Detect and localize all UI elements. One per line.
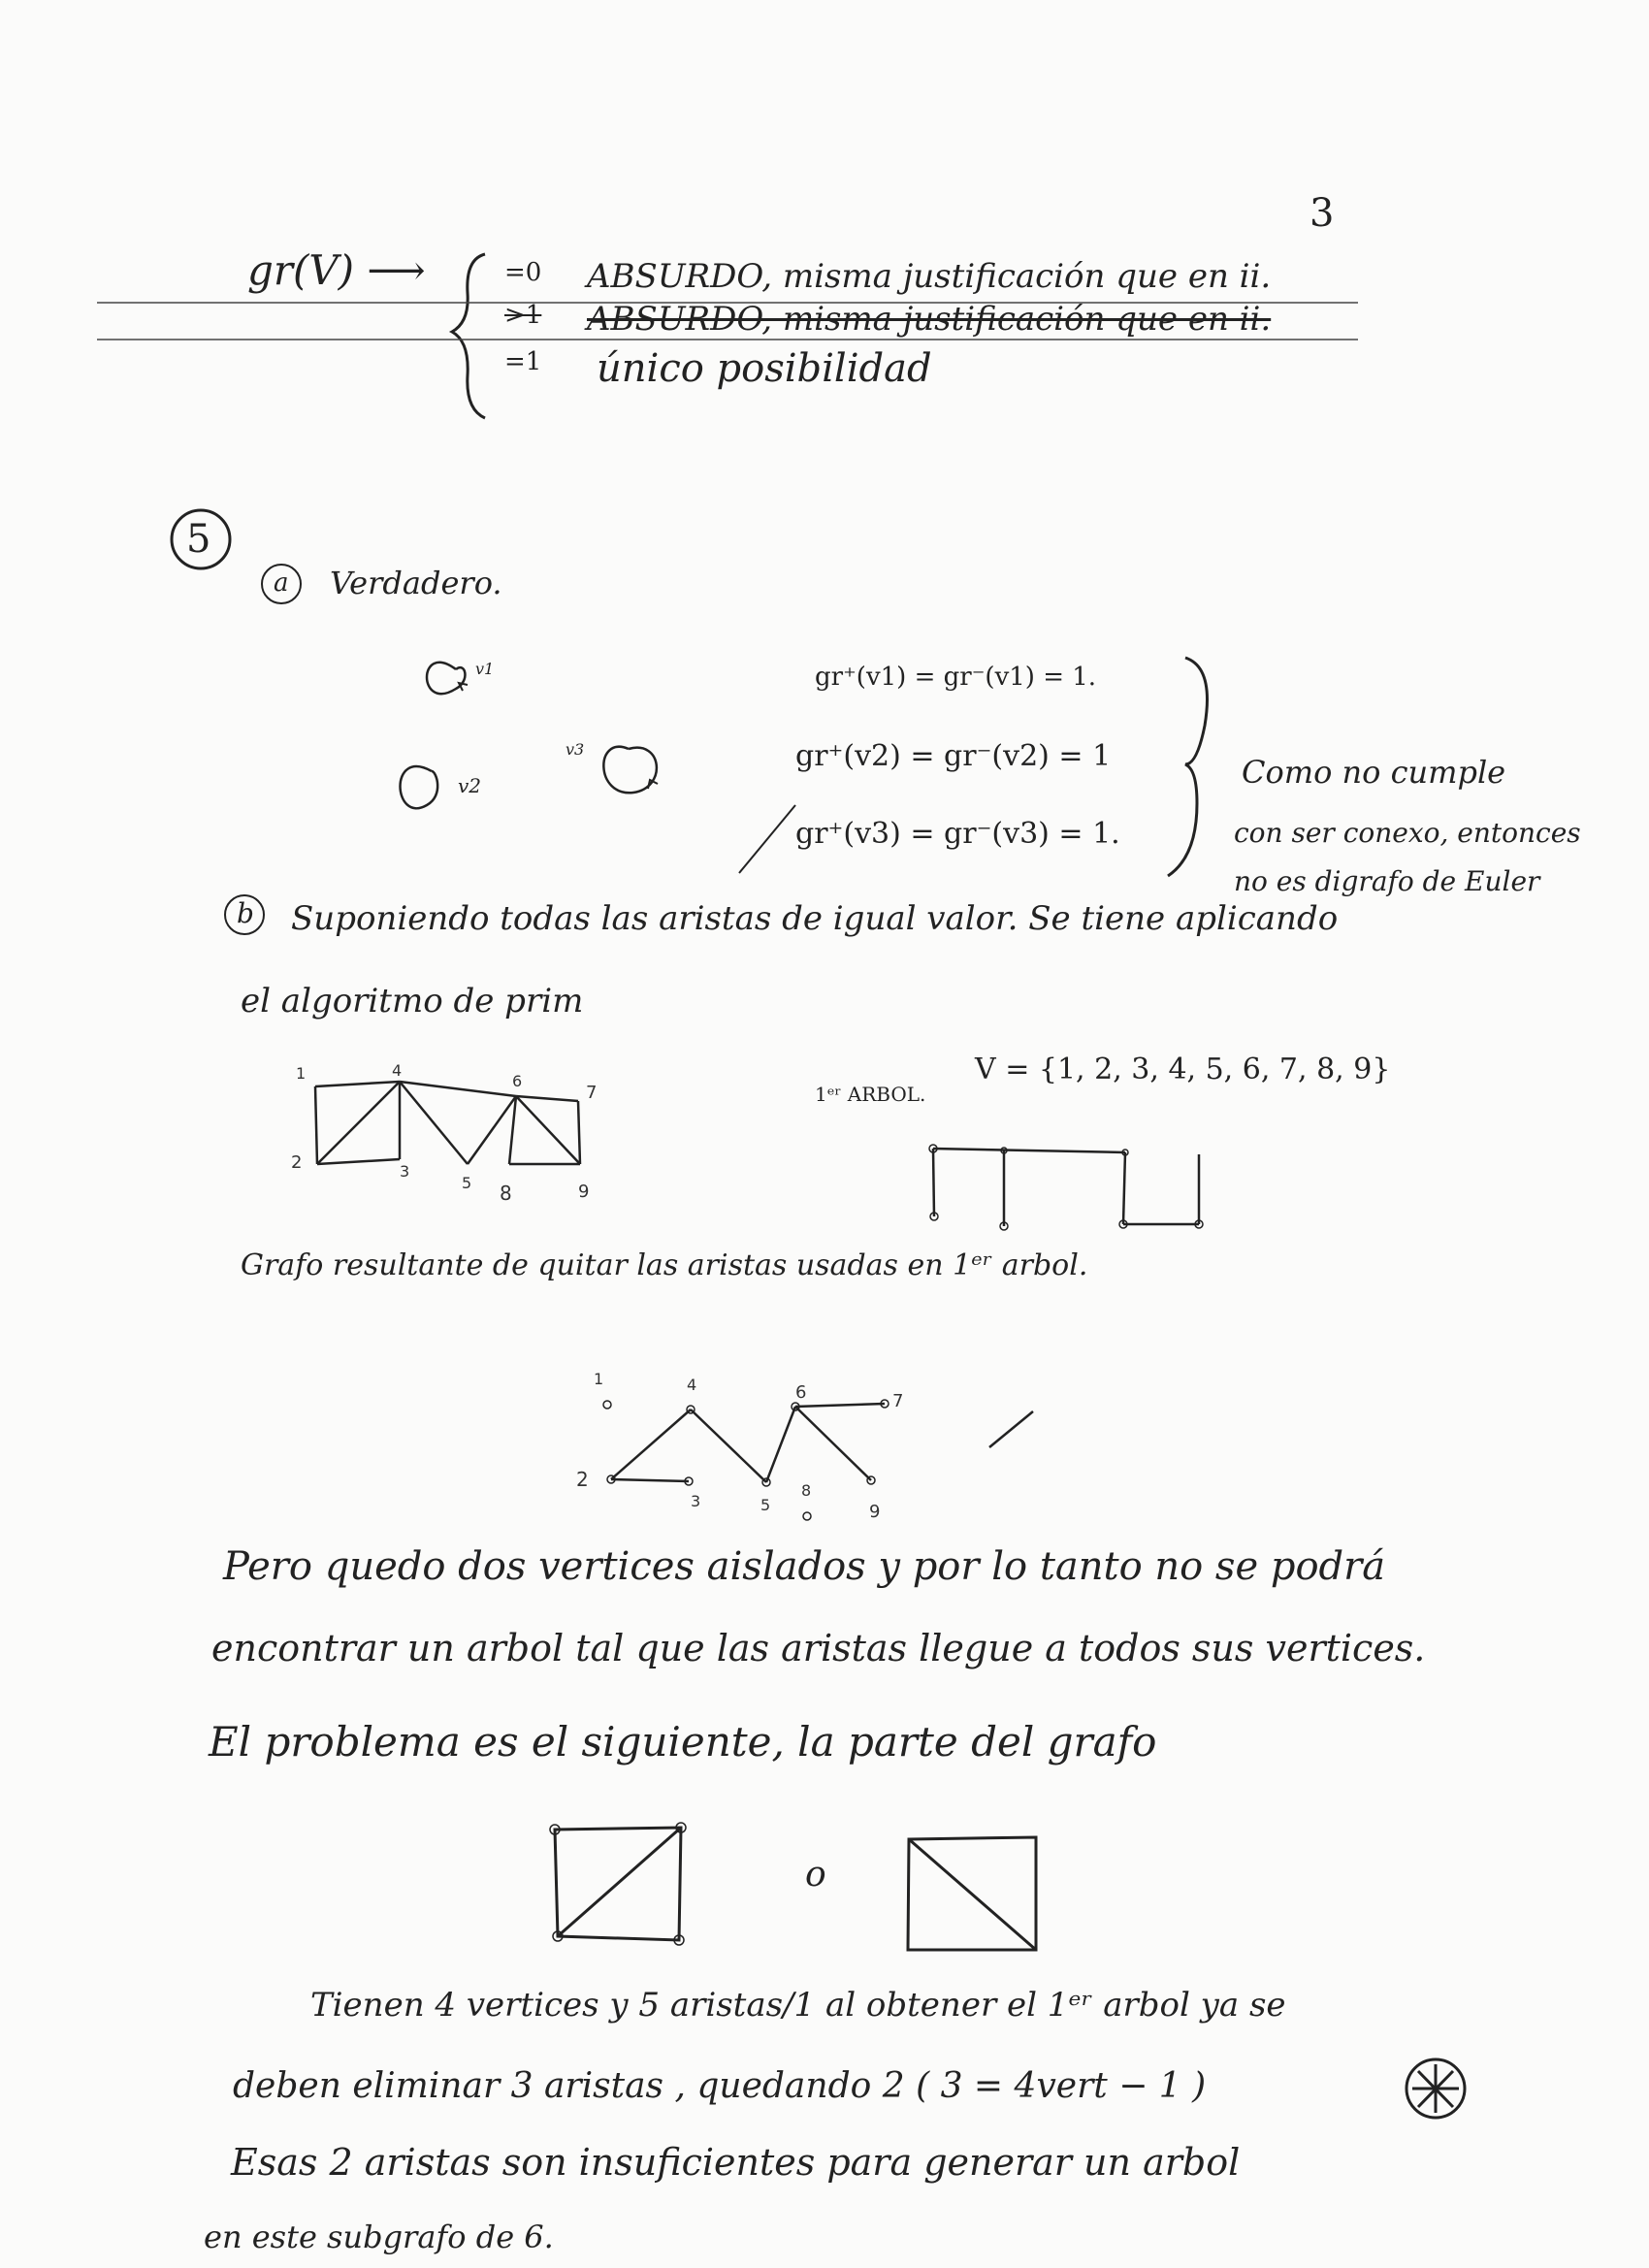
part-b-marker: b: [237, 897, 254, 929]
degree-eq-3: gr⁺(v3) = gr⁻(v3) = 1.: [795, 817, 1120, 851]
graph-label-3: 3: [400, 1162, 410, 1181]
degree-eq-2: gr⁺(v2) = gr⁻(v2) = 1: [795, 739, 1112, 773]
case-text-3: único posibilidad: [597, 346, 932, 391]
residual-label-3: 3: [691, 1492, 701, 1510]
residual-label-5: 5: [760, 1496, 771, 1514]
graph-label-2: 2: [291, 1152, 303, 1173]
part-a-marker: a: [274, 568, 289, 598]
residual-label-7: 7: [892, 1391, 904, 1411]
vertex-label-v1: v1: [475, 660, 495, 678]
case-cond-2: >1: [504, 301, 542, 330]
loop-v1: [427, 663, 468, 694]
paragraph-line-2: encontrar un arbol tal que las aristas llegue a todos sus vertices.: [211, 1627, 1426, 1669]
graph-label-8: 8: [500, 1182, 512, 1205]
closing-line-3: Esas 2 aristas son insuficientes para generar un arbol: [231, 2141, 1241, 2184]
graph-label-4: 4: [392, 1061, 403, 1080]
residual-label-4: 4: [687, 1376, 697, 1394]
graph-label-5: 5: [462, 1174, 472, 1192]
loop-v3: [603, 747, 658, 794]
vertex-set: V = {1, 2, 3, 4, 5, 6, 7, 8, 9}: [975, 1053, 1391, 1086]
paragraph-line-1: Pero quedo dos vertices aislados y por lo tanto no se podrá: [223, 1544, 1386, 1589]
part-b-intro-1: Suponiendo todas las aristas de igual valor. Se tiene aplicando: [291, 899, 1339, 938]
conclusion-line-2: con ser conexo, entonces: [1234, 817, 1581, 849]
loop-v2: [401, 766, 438, 808]
tree-title: 1ᵉʳ ARBOL.: [815, 1083, 926, 1106]
case-cond-3: =1: [504, 347, 542, 376]
closing-line-2: deben eliminar 3 aristas , quedando 2 ( 3 = 4vert − 1 ): [233, 2066, 1207, 2106]
vertex-label-v3: v3: [566, 740, 585, 759]
graph-label-6: 6: [512, 1072, 523, 1090]
case-cond-1: =0: [504, 258, 542, 287]
graph-label-9: 9: [578, 1182, 590, 1202]
conclusion-line-3: no es digrafo de Euler: [1234, 865, 1540, 897]
function-label: gr(V) ⟶: [247, 246, 426, 294]
page-number: 3: [1310, 191, 1335, 236]
part-a-verdict: Verdadero.: [330, 565, 502, 601]
case-text-2: ABSURDO, misma justificación que en ii.: [587, 300, 1272, 339]
closing-line-1: Tienen 4 vertices y 5 aristas/1 al obtener el 1ᵉʳ arbol ya se: [310, 1986, 1286, 2025]
residual-label-9: 9: [869, 1502, 881, 1522]
case-text-1: ABSURDO, misma justificación que en ii.: [587, 257, 1272, 296]
graph-label-1: 1: [296, 1064, 307, 1083]
closing-line-4: en este subgrafo de 6.: [204, 2219, 554, 2255]
paragraph-line-3: El problema es el siguiente, la parte del grafo: [209, 1718, 1157, 1766]
residual-label-6: 6: [795, 1382, 807, 1403]
graph-label-7: 7: [586, 1083, 598, 1103]
question-number: 5: [186, 517, 211, 562]
or-word: o: [805, 1855, 826, 1895]
residual-label-2: 2: [576, 1468, 589, 1491]
residual-caption: Grafo resultante de quitar las aristas usadas en 1ᵉʳ arbol.: [241, 1248, 1088, 1282]
residual-label-1: 1: [594, 1370, 604, 1388]
vertex-label-v2: v2: [458, 774, 482, 797]
degree-eq-1: gr⁺(v1) = gr⁻(v1) = 1.: [815, 663, 1097, 692]
part-b-intro-2: el algoritmo de prim: [241, 982, 584, 1021]
conclusion-line-1: Como no cumple: [1242, 754, 1506, 791]
residual-label-8: 8: [801, 1481, 812, 1500]
